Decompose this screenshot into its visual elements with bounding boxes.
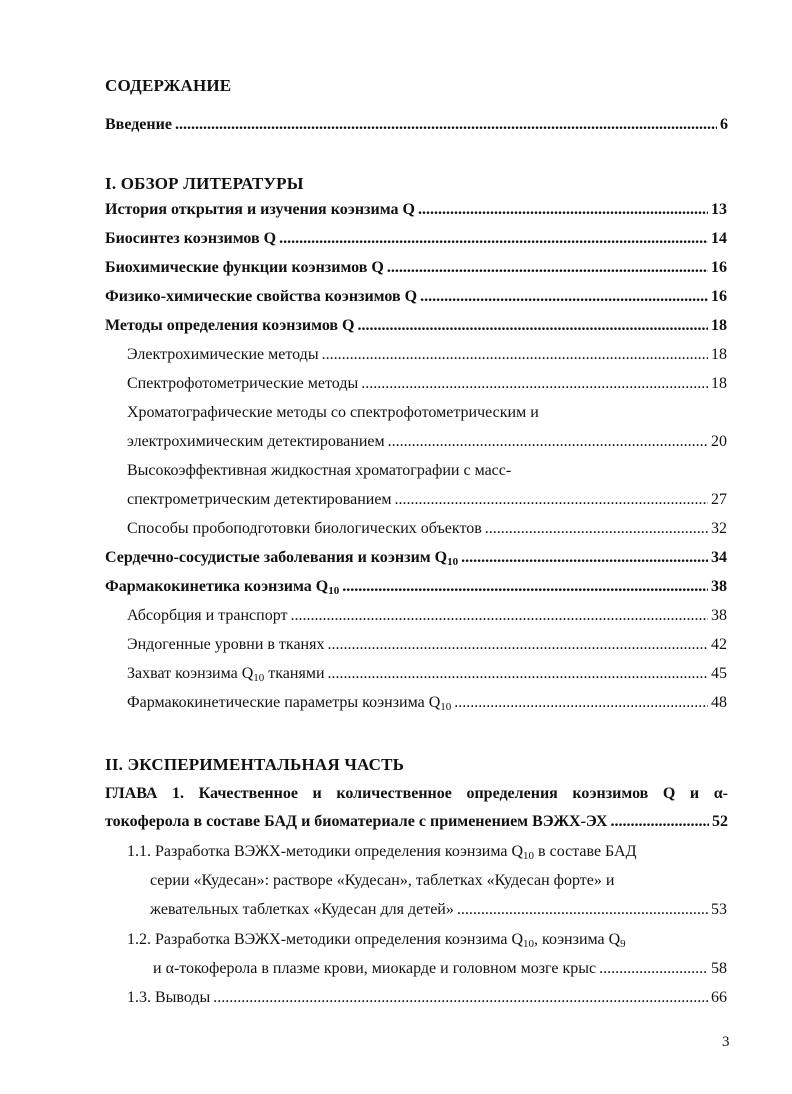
toc-entry-absorption[interactable] bbox=[127, 607, 727, 629]
dot-leader bbox=[388, 433, 708, 451]
sec-1-1-line2: серии «Кудесан»: растворе «Кудесан», таблетках «Кудесан форте» и bbox=[150, 872, 615, 889]
toc-entry-biosynthesis[interactable] bbox=[105, 230, 727, 252]
toc-entry-history[interactable] bbox=[105, 201, 727, 223]
contents-title: СОДЕРЖАНИЕ bbox=[105, 76, 232, 95]
toc-label: Захват коэнзима $Q_{10}$ тканями bbox=[127, 665, 325, 684]
toc-page: 38 bbox=[711, 578, 727, 595]
toc-label: Спектрофотометрические методы bbox=[127, 375, 359, 392]
toc-entry-chroma[interactable] bbox=[127, 433, 727, 455]
dot-leader bbox=[387, 259, 708, 277]
toc-entry-pharmacokinetics[interactable] bbox=[105, 578, 727, 600]
toc-page: 53 bbox=[711, 901, 727, 918]
toc-entry-spectro[interactable] bbox=[127, 375, 727, 397]
toc-entry-intro[interactable] bbox=[105, 116, 728, 138]
toc-label: Фармакокинетика коэнзима $Q_{10}$ bbox=[105, 578, 340, 597]
toc-entry-sample-prep[interactable] bbox=[127, 520, 727, 542]
toc-label: 1.3. Выводы bbox=[127, 989, 211, 1006]
toc-label: Введение bbox=[105, 116, 172, 133]
toc-entry-endogenous[interactable] bbox=[127, 636, 727, 658]
dot-leader bbox=[358, 317, 709, 335]
toc-label: и α-токоферола в плазме крови, миокарде и головном мозге крыс bbox=[153, 960, 597, 977]
toc-page: 6 bbox=[720, 116, 728, 133]
toc-label: Биосинтез коэнзимов Q bbox=[105, 230, 277, 247]
toc-hplc-line1: Высокоэффективная жидкостная хроматографии с масс- bbox=[127, 462, 512, 479]
toc-entry-uptake[interactable] bbox=[127, 665, 727, 687]
toc-page: 32 bbox=[711, 520, 727, 537]
dot-leader bbox=[610, 813, 709, 831]
dot-leader bbox=[175, 116, 717, 134]
toc-page: 18 bbox=[711, 346, 727, 363]
dot-leader bbox=[213, 989, 708, 1007]
toc-label: Абсорбция и транспорт bbox=[127, 607, 288, 624]
toc-page: 52 bbox=[712, 813, 728, 830]
toc-entry-cardio[interactable] bbox=[105, 549, 727, 571]
toc-page: 42 bbox=[711, 636, 727, 653]
toc-entry-sec-1-1[interactable] bbox=[150, 901, 727, 923]
part1-title: I. ОБЗОР ЛИТЕРАТУРЫ bbox=[105, 174, 304, 193]
toc-label: Эндогенные уровни в тканях bbox=[127, 636, 325, 653]
dot-leader bbox=[420, 288, 708, 306]
toc-page: 18 bbox=[711, 375, 727, 392]
dot-leader bbox=[328, 665, 708, 683]
toc-label: спектрометрическим детектированием bbox=[127, 491, 392, 508]
toc-label: История открытия и изучения коэнзима Q bbox=[105, 201, 415, 218]
dot-leader bbox=[418, 201, 708, 219]
toc-entry-sec-1-3[interactable] bbox=[127, 989, 727, 1011]
toc-page: 27 bbox=[711, 491, 727, 508]
toc-label: Физико-химические свойства коэнзимов Q bbox=[105, 288, 418, 305]
toc-label: Фармакокинетические параметры коэнзима $Q_{10}$ bbox=[127, 694, 452, 713]
toc-entry-methods[interactable] bbox=[105, 317, 727, 339]
dot-leader bbox=[327, 636, 708, 654]
toc-page: 18 bbox=[711, 317, 727, 334]
page-number: 3 bbox=[722, 1034, 730, 1050]
toc-label: жевательных таблетках «Кудесан для детей» bbox=[150, 901, 454, 918]
toc-page: 48 bbox=[711, 694, 727, 711]
dot-leader bbox=[395, 491, 708, 509]
toc-page: 16 bbox=[711, 259, 727, 276]
toc-label: Электрохимические методы bbox=[127, 346, 319, 363]
toc-label: токоферола в составе БАД и биоматериале с применением ВЭЖХ-ЭХ bbox=[105, 813, 608, 830]
toc-page: 66 bbox=[711, 989, 727, 1006]
toc-page: 34 bbox=[711, 549, 727, 566]
toc-entry-electrochem[interactable] bbox=[127, 346, 727, 368]
dot-leader bbox=[457, 901, 708, 919]
dot-leader bbox=[342, 578, 708, 596]
dot-leader bbox=[599, 960, 708, 978]
toc-entry-chapter1[interactable] bbox=[105, 813, 728, 835]
toc-label: Сердечно-сосудистые заболевания и коэнзим $Q_{10}$ bbox=[105, 549, 459, 568]
dot-leader bbox=[322, 346, 708, 364]
dot-leader bbox=[290, 607, 708, 625]
toc-entry-sec-1-2[interactable] bbox=[153, 960, 727, 982]
sec-1-1-line1: 1.1. Разработка ВЭЖХ-методики определения коэнзима $Q_{10}$ в составе БАД bbox=[127, 843, 637, 862]
toc-page: 16 bbox=[711, 288, 727, 305]
toc-page: 58 bbox=[711, 960, 727, 977]
chapter1-line1: ГЛАВА 1. Качественное и количественное определения коэнзимов Q и α- bbox=[105, 785, 728, 802]
part2-title: II. ЭКСПЕРИМЕНТАЛЬНАЯ ЧАСТЬ bbox=[105, 755, 405, 774]
toc-entry-physchem[interactable] bbox=[105, 288, 727, 310]
toc-chroma-line1: Хроматографические методы со спектрофотометрическим и bbox=[127, 404, 539, 421]
toc-entry-biochem[interactable] bbox=[105, 259, 727, 281]
dot-leader bbox=[485, 520, 708, 538]
toc-page: 14 bbox=[711, 230, 727, 247]
toc-label: Способы пробоподготовки биологических объектов bbox=[127, 520, 482, 537]
toc-page: 45 bbox=[711, 665, 727, 682]
dot-leader bbox=[454, 694, 708, 712]
dot-leader bbox=[461, 549, 708, 567]
toc-page: 38 bbox=[711, 607, 727, 624]
toc-label: Методы определения коэнзимов Q bbox=[105, 317, 355, 334]
dot-leader bbox=[361, 375, 708, 393]
toc-page: 20 bbox=[711, 433, 727, 450]
toc-entry-hplc[interactable] bbox=[127, 491, 727, 513]
dot-leader bbox=[279, 230, 708, 248]
toc-page: 13 bbox=[711, 201, 727, 218]
sec-1-2-line1: 1.2. Разработка ВЭЖХ-методики определения коэнзима $Q_{10}$, коэнзима $Q_9$ bbox=[127, 931, 626, 950]
toc-label: электрохимическим детектированием bbox=[127, 433, 385, 450]
toc-label: Биохимические функции коэнзимов Q bbox=[105, 259, 384, 276]
toc-entry-pk-params[interactable] bbox=[127, 694, 727, 716]
